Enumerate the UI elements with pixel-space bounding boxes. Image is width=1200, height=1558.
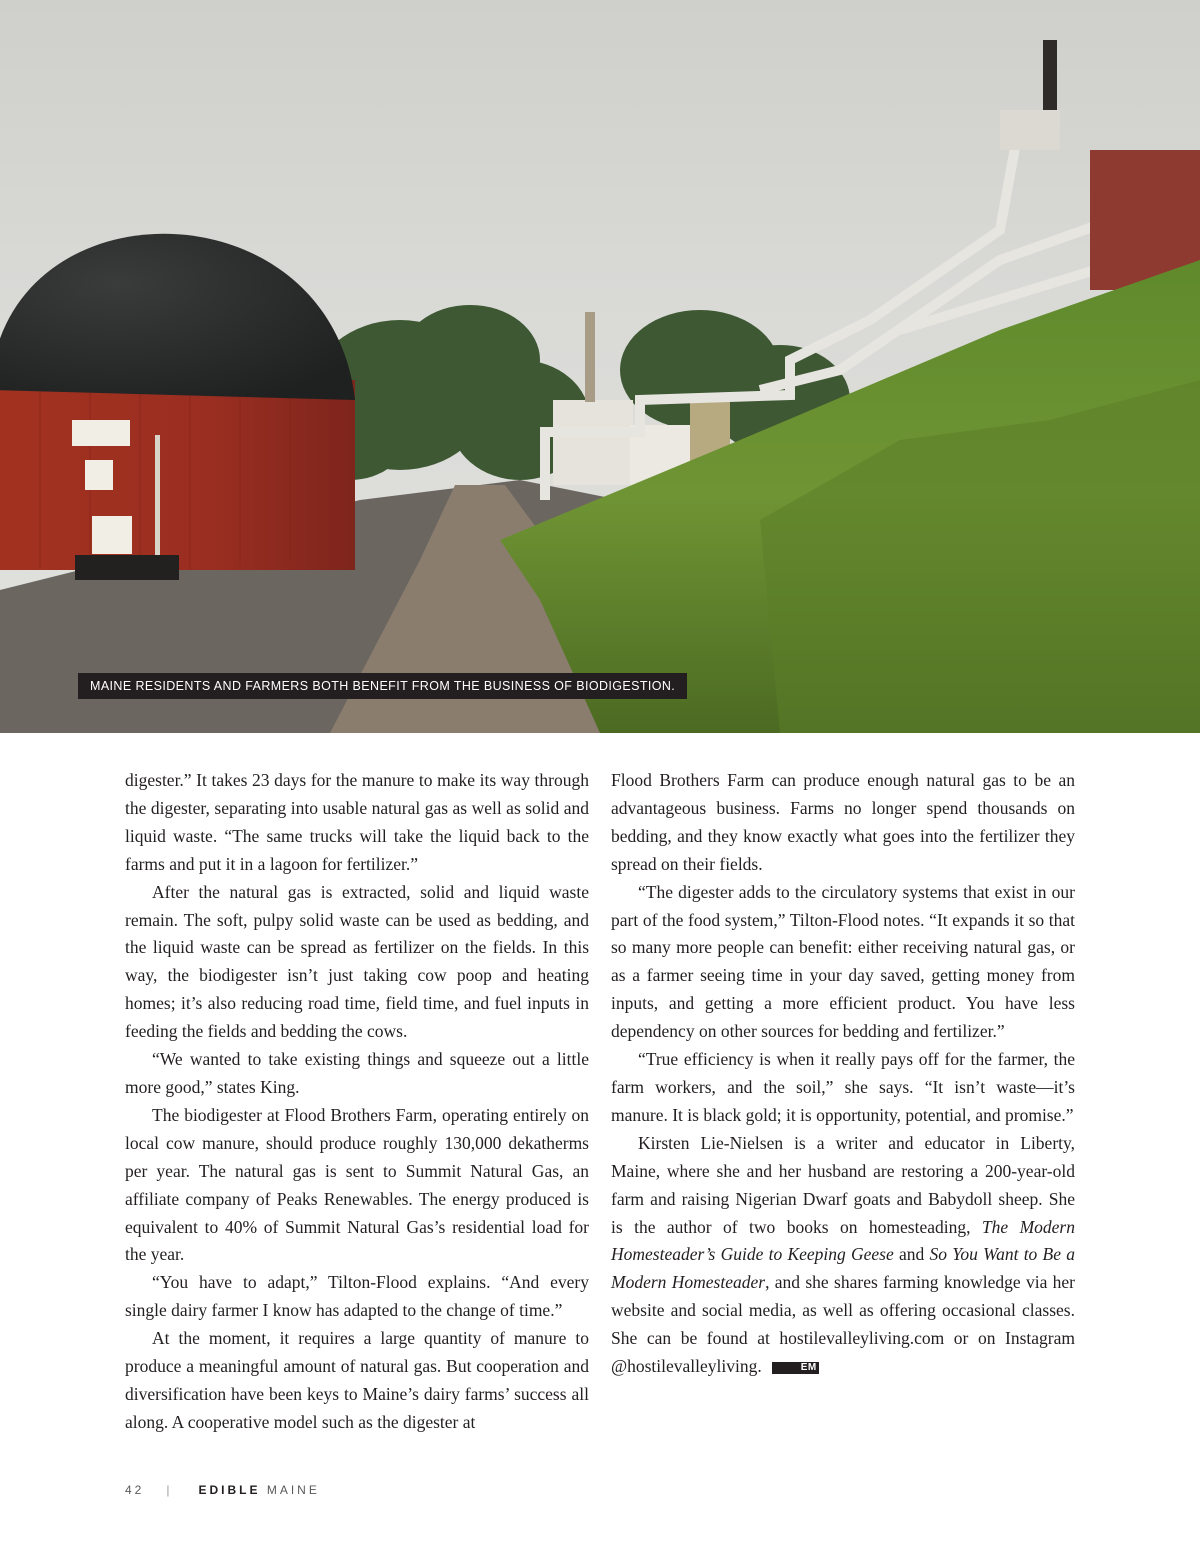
publication-name-light: MAINE <box>266 1483 320 1497</box>
paragraph: The biodigester at Flood Brothers Farm, operating entirely on local cow manure, should produce roughly 130,000 dekatherms per year. The natural gas is sent to Summit Natural Gas, an affiliate company of Peaks Renewables. The energy produced is equivalent to 40% of Summit Natural Gas’s residential load for the year. <box>125 1104 589 1265</box>
paragraph: Flood Brothers Farm can produce enough natural gas to be an advantageous business. Farms no longer spend thousands on bedding, and they know exactly what goes into the fertilizer they spread on their fields. <box>611 770 1075 874</box>
bio-join: and <box>893 1244 930 1265</box>
end-mark-logo: EM <box>772 1362 819 1374</box>
page-footer <box>125 1483 320 1497</box>
paragraph: “The digester adds to the circulatory systems that exist in our part of the food system,” Tilton-Flood notes. “It expands it so that so many more people can benefit: either receiving natural gas, or as a farmer seeing time in your day saved, getting money from inputs, and getting a more efficient product. You have less dependency on other sources for bedding and fertilizer.” <box>611 881 1075 1042</box>
paragraph: After the natural gas is extracted, solid and liquid waste remain. The soft, pulpy solid waste can be used as bedding, and the liquid waste can be spread as fertilizer on the fields. In this way, the biodigester isn’t just taking cow poop and heating homes; it’s also reducing road time, field time, and fuel inputs in feeding the fields and bedding the cows. <box>125 881 589 1042</box>
paragraph: digester.” It takes 23 days for the manure to make its way through the digester, separating into usable natural gas as well as solid and liquid waste. “The same trucks will take the liquid back to the farms and put it in a lagoon for fertilizer.” <box>125 770 589 874</box>
bio-intro: Kirsten Lie-Nielsen is a writer and educator in Liberty, Maine, where she and her husband are restoring a 200-year-old farm and raising Nigerian Dwarf goats and Babydoll sheep. She is the author of two books on homesteading, <box>611 1132 1075 1237</box>
bio-outro: , and she shares farming knowledge via her website and social media, as well as offering occasional classes. She can be found at hostilevalleyliving.com or on Instagram @hostilevalleyliving. <box>611 1272 1076 1377</box>
page-number: 42 <box>125 1483 145 1497</box>
author-bio <box>611 1130 1075 1381</box>
paragraph: “True efficiency is when it really pays off for the farmer, the farm workers, and the soil,” she says. “It isn’t waste—it’s manure. It is black gold; it is opportunity, potential, and promise.” <box>611 1049 1075 1125</box>
white-building <box>553 400 633 485</box>
digester-dome <box>0 234 355 400</box>
paragraph: “We wanted to take existing things and squeeze out a little more good,” states King. <box>125 1049 589 1097</box>
article-column-left <box>125 767 589 1437</box>
hero-photo <box>0 0 1200 733</box>
digester-tank <box>0 380 355 570</box>
book-title: The Modern Homesteader’s Guide to Keeping Geese <box>611 1216 1075 1265</box>
photo-caption: MAINE RESIDENTS AND FARMERS BOTH BENEFIT FROM THE BUSINESS OF BIODIGESTION. <box>78 673 687 699</box>
paragraph: At the moment, it requires a large quantity of manure to produce a meaningful amount of natural gas. But cooperation and diversification have been keys to Maine’s dairy farms’ success all along. A cooperative model such as the digester at <box>125 1328 589 1432</box>
footer-separator: | <box>166 1483 173 1497</box>
book-title: So You Want to Be a Modern Homesteader <box>611 1244 1075 1293</box>
paragraph: “You have to adapt,” Tilton-Flood explains. “And every single dairy farmer I know has adapted to the change of time.” <box>125 1272 589 1321</box>
publication-name-bold: EDIBLE <box>198 1483 261 1497</box>
warning-sign <box>72 420 130 446</box>
biodigester-scene <box>0 0 1200 733</box>
article-column-right <box>611 767 1075 1381</box>
